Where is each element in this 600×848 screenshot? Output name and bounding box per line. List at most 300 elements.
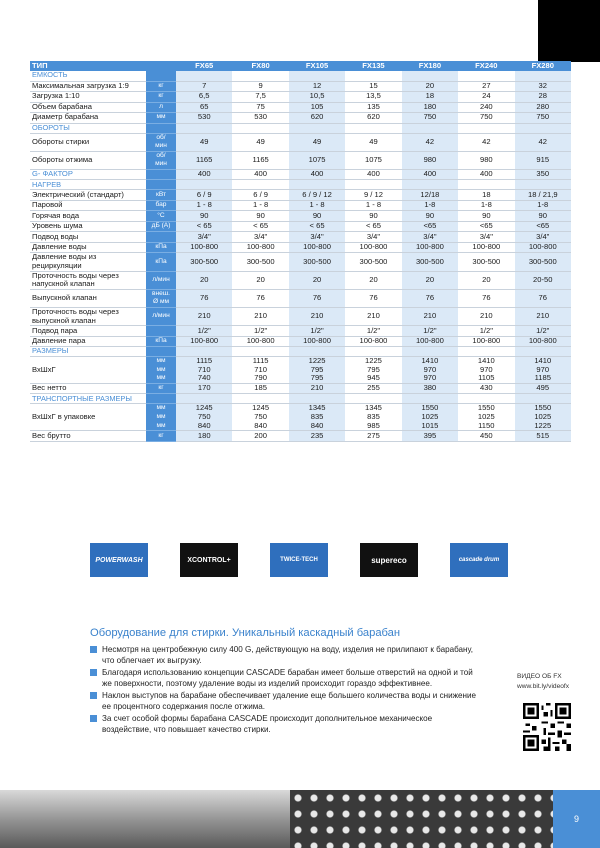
unit-cell [146,169,176,180]
value-cell [458,71,514,81]
value-cell: 6 / 9 [176,190,232,201]
table-row [30,271,571,289]
value-cell: 280 [515,102,571,113]
unit-cell: л/мин [146,271,176,289]
row-label: Выпускной клапан [30,289,146,307]
value-cell: 76 [458,289,514,307]
row-label: Подвод воды [30,232,146,243]
row-label: Паровой [30,200,146,211]
value-cell: 76 [176,289,232,307]
table-row [30,102,571,113]
drum-photo-left [0,790,290,848]
row-label: Давление пара [30,336,146,347]
row-label: Электрический (стандарт) [30,190,146,201]
row-label: ВхШхГ [30,357,146,384]
value-cell: 3/4" [458,232,514,243]
value-cell: 76 [232,289,288,307]
table-row [30,169,571,180]
table-row [30,81,571,92]
value-cell: 1165 [176,151,232,169]
model-header: FX65 [176,61,232,71]
unit-cell: мм мм мм [146,404,176,431]
feature-item: Благодаря использованию концепции CASCADE барабан имеет больше отверстий на одной и той же поверхности, поэтому удаление воды из изделий происходит гораздо эффективнее. [90,667,476,689]
model-header: FX80 [232,61,288,71]
value-cell: 300-500 [232,253,288,271]
value-cell: 620 [345,113,401,124]
value-cell: 42 [515,133,571,151]
table-row [30,200,571,211]
value-cell: 395 [402,431,458,442]
unit-cell: кВт [146,190,176,201]
value-cell: <65 [515,221,571,232]
bullet-square-icon [90,715,97,722]
value-cell: 135 [345,102,401,113]
value-cell: 180 [176,431,232,442]
cascade-drum-logo: cascade drum [450,543,508,577]
feature-item: Наклон выступов на барабане обеспечивает удаление еще большего количества воды и снижение ее процентного содержания после отжима. [90,690,476,712]
value-cell: 1/2" [176,326,232,337]
value-cell: 200 [232,431,288,442]
value-cell: 3/4" [515,232,571,243]
section-row [30,394,571,404]
unit-cell: об/ мин [146,133,176,151]
value-cell: 90 [176,211,232,222]
value-cell: 1-8 [515,200,571,211]
table-row [30,404,571,431]
value-cell [402,347,458,357]
unit-cell: кг [146,431,176,442]
value-cell: 1410 970 1185 [515,357,571,384]
table-row [30,221,571,232]
section-label: НАГРЕВ [30,180,146,190]
value-cell: 10,5 [289,92,345,103]
value-cell: 20 [232,271,288,289]
value-cell: 100-800 [458,336,514,347]
row-label: Давление воды [30,242,146,253]
value-cell: 20 [402,271,458,289]
value-cell [515,347,571,357]
value-cell: 210 [345,307,401,325]
value-cell [458,180,514,190]
value-cell: 275 [345,431,401,442]
value-cell: 255 [345,383,401,394]
value-cell: 620 [289,113,345,124]
section-row [30,123,571,133]
value-cell: 210 [289,383,345,394]
value-cell: 6 / 9 [232,190,288,201]
value-cell: 1/2" [402,326,458,337]
value-cell: 100-800 [176,336,232,347]
section-row [30,347,571,357]
unit-cell [146,71,176,81]
value-cell: 90 [345,211,401,222]
spec-table [30,61,571,442]
qr-code-icon[interactable] [523,703,571,751]
value-cell: 210 [458,307,514,325]
value-cell: 1/2" [458,326,514,337]
value-cell: < 65 [232,221,288,232]
value-cell: 1225 795 945 [345,357,401,384]
xcontrol-logo: XCONTROL+ [180,543,238,577]
value-cell: 495 [515,383,571,394]
value-cell: 20 [345,271,401,289]
unit-cell: внеш. Ø мм [146,289,176,307]
value-cell: <65 [458,221,514,232]
value-cell [176,180,232,190]
row-label: Обороты отжима [30,151,146,169]
value-cell: 980 [458,151,514,169]
unit-cell: мм мм мм [146,357,176,384]
value-cell: 185 [232,383,288,394]
row-label: ВхШхГ в упаковке [30,404,146,431]
value-cell: 530 [232,113,288,124]
row-label: Вес нетто [30,383,146,394]
value-cell: 400 [232,169,288,180]
value-cell: 300-500 [176,253,232,271]
value-cell: 24 [458,92,514,103]
row-label: Проточность воды через выпускной клапан [30,307,146,325]
value-cell: 20 [176,271,232,289]
table-row [30,253,571,271]
value-cell [402,394,458,404]
table-row [30,326,571,337]
table-row [30,357,571,384]
table-header-row [30,61,571,71]
value-cell: 1550 1025 1225 [515,404,571,431]
value-cell: 1550 1025 1015 [402,404,458,431]
table-row [30,133,571,151]
value-cell: 76 [402,289,458,307]
value-cell: 3/4" [345,232,401,243]
video-block [517,672,587,692]
value-cell: 1/2" [345,326,401,337]
unit-cell: °C [146,211,176,222]
value-cell [232,71,288,81]
table-row [30,151,571,169]
video-link[interactable]: www.bit.ly/videofx [517,683,570,690]
value-cell: 100-800 [402,336,458,347]
section-row [30,180,571,190]
value-cell: 90 [402,211,458,222]
page-number: 9 [553,790,600,848]
unit-cell: дБ (А) [146,221,176,232]
row-label: Диаметр барабана [30,113,146,124]
model-header: FX180 [402,61,458,71]
value-cell: 1345 835 840 [289,404,345,431]
value-cell: 1 - 8 [176,200,232,211]
value-cell: 515 [515,431,571,442]
section-label: ОБОРОТЫ [30,123,146,133]
value-cell: 980 [402,151,458,169]
value-cell [232,347,288,357]
value-cell: 15 [345,81,401,92]
value-cell: 49 [289,133,345,151]
value-cell: 1245 750 840 [176,404,232,431]
value-cell: 20 [458,271,514,289]
value-cell: 1115 710 740 [176,357,232,384]
unit-cell [146,394,176,404]
row-label: Подвод пара [30,326,146,337]
video-title: ВИДЕО ОБ FX [517,673,562,680]
value-cell: 450 [458,431,514,442]
unit-cell [146,180,176,190]
value-cell: 90 [515,211,571,222]
value-cell: 210 [289,307,345,325]
model-header: FX240 [458,61,514,71]
unit-cell: л [146,102,176,113]
drum-photo-right [290,790,553,848]
row-label: Проточность воды через напускной клапан [30,271,146,289]
value-cell: 100-800 [176,242,232,253]
value-cell: 1-8 [402,200,458,211]
section-title: Оборудование для стирки. Уникальный каскадный барабан [90,627,401,639]
unit-cell [146,123,176,133]
value-cell: 300-500 [458,253,514,271]
value-cell: 400 [458,169,514,180]
value-cell: 1165 [232,151,288,169]
value-cell: 400 [289,169,345,180]
row-label: Вес брутто [30,431,146,442]
value-cell [289,180,345,190]
powerwash-logo: POWERWASH [90,543,148,577]
value-cell: 105 [289,102,345,113]
value-cell [289,347,345,357]
value-cell: 1075 [289,151,345,169]
value-cell [176,394,232,404]
value-cell: 750 [515,113,571,124]
value-cell: 76 [345,289,401,307]
value-cell: 7,5 [232,92,288,103]
unit-cell: мм [146,113,176,124]
value-cell [289,123,345,133]
value-cell: 300-500 [402,253,458,271]
feature-item: За счет особой формы барабана CASCADE происходит дополнительное механическое воздействие, что повышает качество стирки. [90,713,476,735]
value-cell [289,71,345,81]
row-label: Загрузка 1:10 [30,92,146,103]
value-cell: 1/2" [515,326,571,337]
row-label: Уровень шума [30,221,146,232]
value-cell: 6 / 9 / 12 [289,190,345,201]
value-cell: 20 [402,81,458,92]
value-cell [232,123,288,133]
value-cell: 430 [458,383,514,394]
value-cell: 210 [402,307,458,325]
value-cell [458,123,514,133]
row-label: Горячая вода [30,211,146,222]
table-row [30,242,571,253]
value-cell: 1 - 8 [289,200,345,211]
value-cell [345,180,401,190]
unit-cell [146,61,176,71]
unit-cell: бар [146,200,176,211]
table-row [30,232,571,243]
value-cell: 100-800 [289,336,345,347]
value-cell: 300-500 [345,253,401,271]
value-cell: 380 [402,383,458,394]
value-cell: 42 [458,133,514,151]
table-row [30,307,571,325]
value-cell: 20-50 [515,271,571,289]
value-cell: 1550 1025 1150 [458,404,514,431]
value-cell: 530 [176,113,232,124]
value-cell: 90 [458,211,514,222]
section-label: ТРАНСПОРТНЫЕ РАЗМЕРЫ [30,394,146,404]
table-row [30,211,571,222]
value-cell: 400 [176,169,232,180]
value-cell: 12 [289,81,345,92]
value-cell: 3/4" [289,232,345,243]
value-cell: 3/4" [402,232,458,243]
value-cell: 65 [176,102,232,113]
value-cell: 1345 835 985 [345,404,401,431]
value-cell: 90 [232,211,288,222]
value-cell: 49 [232,133,288,151]
value-cell: 400 [402,169,458,180]
section-row [30,71,571,81]
table-row [30,336,571,347]
row-label: G- ФАКТОР [30,169,146,180]
value-cell: 20 [289,271,345,289]
value-cell: 42 [402,133,458,151]
value-cell: 12/18 [402,190,458,201]
unit-cell: кПа [146,336,176,347]
value-cell [345,71,401,81]
value-cell: 180 [402,102,458,113]
value-cell [345,123,401,133]
unit-cell: кг [146,92,176,103]
row-label: Обороты стирки [30,133,146,151]
value-cell [515,71,571,81]
model-header: FX280 [515,61,571,71]
value-cell [402,71,458,81]
value-cell: 100-800 [402,242,458,253]
feature-item: Несмотря на центробежную силу 400 G, действующую на воду, изделия не прилипают к барабану, что облегчает их выгрузку. [90,644,476,666]
unit-cell: кПа [146,242,176,253]
value-cell: 1/2" [289,326,345,337]
value-cell [402,123,458,133]
value-cell: 750 [458,113,514,124]
bullet-square-icon [90,692,97,699]
model-header: FX105 [289,61,345,71]
value-cell [176,123,232,133]
table-row [30,431,571,442]
value-cell: 100-800 [458,242,514,253]
unit-cell [146,347,176,357]
corner-block [538,0,600,62]
value-cell: 18 [402,92,458,103]
value-cell: 235 [289,431,345,442]
value-cell [515,180,571,190]
value-cell: 9 [232,81,288,92]
value-cell: 1 - 8 [345,200,401,211]
unit-cell: л/мин [146,307,176,325]
value-cell: 240 [458,102,514,113]
value-cell: 300-500 [289,253,345,271]
value-cell: 76 [515,289,571,307]
unit-cell: об/ мин [146,151,176,169]
value-cell [345,394,401,404]
value-cell: 915 [515,151,571,169]
value-cell: 350 [515,169,571,180]
value-cell [176,347,232,357]
table-row [30,92,571,103]
value-cell: 18 [458,190,514,201]
value-cell: 1115 710 790 [232,357,288,384]
feature-list [90,644,476,736]
value-cell: 27 [458,81,514,92]
value-cell: 300-500 [515,253,571,271]
value-cell: 75 [232,102,288,113]
value-cell: < 65 [345,221,401,232]
value-cell: 750 [402,113,458,124]
value-cell: 400 [345,169,401,180]
twice-tech-logo: TWICE-TECH [270,543,328,577]
section-label: РАЗМЕРЫ [30,347,146,357]
value-cell: 32 [515,81,571,92]
value-cell: 49 [176,133,232,151]
value-cell: < 65 [176,221,232,232]
value-cell: 1410 970 1105 [458,357,514,384]
unit-cell [146,326,176,337]
value-cell [515,394,571,404]
value-cell: 28 [515,92,571,103]
value-cell: 13,5 [345,92,401,103]
table-row [30,190,571,201]
table-row [30,289,571,307]
supereco-logo: supereco [360,543,418,577]
value-cell: 90 [289,211,345,222]
bullet-square-icon [90,646,97,653]
value-cell: 210 [232,307,288,325]
value-cell: 76 [289,289,345,307]
value-cell: 1410 970 970 [402,357,458,384]
value-cell: 1225 795 795 [289,357,345,384]
value-cell: 18 / 21,9 [515,190,571,201]
value-cell: 170 [176,383,232,394]
value-cell: 210 [176,307,232,325]
unit-cell: кг [146,81,176,92]
value-cell [402,180,458,190]
value-cell [232,394,288,404]
value-cell: 100-800 [515,336,571,347]
value-cell: 7 [176,81,232,92]
value-cell: 210 [515,307,571,325]
unit-cell [146,232,176,243]
value-cell: 1/2" [232,326,288,337]
unit-cell: кПа [146,253,176,271]
header-label: ТИП [30,61,146,71]
value-cell: 3/4" [232,232,288,243]
value-cell [232,180,288,190]
table-row [30,113,571,124]
value-cell [458,394,514,404]
value-cell: 3/4" [176,232,232,243]
logo-strip [90,543,510,579]
value-cell: 1075 [345,151,401,169]
unit-cell: кг [146,383,176,394]
value-cell: 9 / 12 [345,190,401,201]
section-label: ЕМКОСТЬ [30,71,146,81]
value-cell: < 65 [289,221,345,232]
value-cell: <65 [402,221,458,232]
value-cell [289,394,345,404]
value-cell: 1245 750 840 [232,404,288,431]
table-row [30,383,571,394]
value-cell: 6,5 [176,92,232,103]
value-cell: 100-800 [289,242,345,253]
value-cell [515,123,571,133]
value-cell: 1-8 [458,200,514,211]
